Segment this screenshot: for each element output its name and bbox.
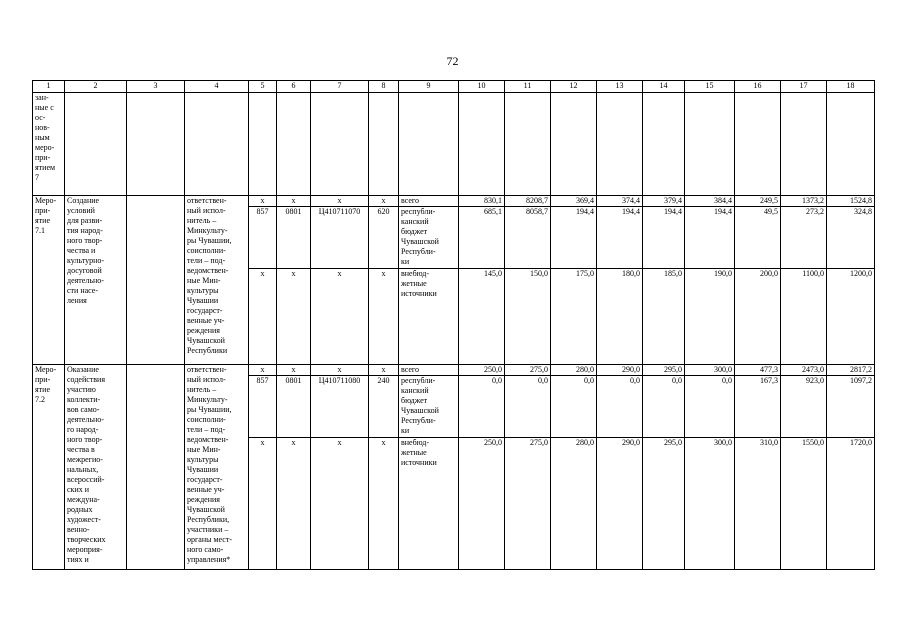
value-13: 0,0 xyxy=(597,376,643,438)
target-article: Ц410711080 xyxy=(311,376,369,438)
measure-title-line: коллекти- xyxy=(67,395,101,404)
measure-title-line: чества в xyxy=(67,445,95,454)
responsible-executor-line: Минкульту- xyxy=(187,395,228,404)
header-cell-9: 9 xyxy=(399,81,459,93)
funding-source-line: Республи- xyxy=(401,247,436,256)
expense-type: 620 xyxy=(369,207,399,269)
funding-source xyxy=(399,269,459,365)
header-cell-1: 1 xyxy=(33,81,65,93)
responsible-executor-line: ведомствен- xyxy=(187,435,229,444)
value-18: 324,8 xyxy=(827,207,875,269)
value-17: 1550,0 xyxy=(781,438,827,570)
target-article: x xyxy=(311,438,369,570)
value-12: 0,0 xyxy=(551,376,597,438)
funding-source-line: внебюд- xyxy=(401,438,429,447)
empty-cell xyxy=(685,93,735,196)
funding-source-line: внебюд- xyxy=(401,269,429,278)
page-number: 72 xyxy=(446,54,459,68)
value-12: 175,0 xyxy=(551,269,597,365)
empty-cell xyxy=(643,93,685,196)
empty-cell xyxy=(735,93,781,196)
responsible-executor-line: участники – xyxy=(187,525,229,534)
measure-title xyxy=(65,196,127,365)
value-15: 190,0 xyxy=(685,269,735,365)
responsible-executor-line: тели – под- xyxy=(187,256,226,265)
funding-source-line: всего xyxy=(401,196,420,205)
responsible-executor-line: ры Чувашии, xyxy=(187,405,232,414)
funding-source xyxy=(399,365,459,376)
value-11: 275,0 xyxy=(505,438,551,570)
target-article: x xyxy=(311,365,369,376)
section-code: x xyxy=(277,196,311,207)
value-16: 167,3 xyxy=(735,376,781,438)
funding-source-line: источники xyxy=(401,458,437,467)
responsible-executor-line: ответствен- xyxy=(187,365,227,374)
expense-type: x xyxy=(369,196,399,207)
measure-title-line: тиях и xyxy=(67,555,89,564)
header-cell-12: 12 xyxy=(551,81,597,93)
measure-title-line: деятельно- xyxy=(67,276,104,285)
measure-number-line: Меро- xyxy=(35,365,57,374)
value-17: 1373,2 xyxy=(781,196,827,207)
value-13: 180,0 xyxy=(597,269,643,365)
value-14: 295,0 xyxy=(643,438,685,570)
carry-text-line: ятием xyxy=(35,163,56,172)
continued-row xyxy=(33,93,875,196)
measure-number-line: 7.1 xyxy=(35,226,45,235)
empty-cell xyxy=(249,93,277,196)
header-cell-14: 14 xyxy=(643,81,685,93)
header-cell-3: 3 xyxy=(127,81,185,93)
measure-title-line: ного твор- xyxy=(67,236,103,245)
responsible-executor-line: венные уч- xyxy=(187,316,225,325)
header-cell-2: 2 xyxy=(65,81,127,93)
value-16: 310,0 xyxy=(735,438,781,570)
expense-type: x xyxy=(369,365,399,376)
table-row xyxy=(33,365,875,376)
measure-number xyxy=(33,196,65,365)
responsible-executor-line: Минкульту- xyxy=(187,226,228,235)
value-10: 830,1 xyxy=(459,196,505,207)
value-18: 1720,0 xyxy=(827,438,875,570)
empty-cell xyxy=(369,93,399,196)
carry-text xyxy=(33,93,65,196)
responsible-executor-line: тели – под- xyxy=(187,425,226,434)
section-code: x xyxy=(277,365,311,376)
header-cell-5: 5 xyxy=(249,81,277,93)
header-cell-4: 4 xyxy=(185,81,249,93)
measure-title-line: мероприя- xyxy=(67,545,103,554)
empty-cell xyxy=(127,93,185,196)
measure-title-line: ских и xyxy=(67,485,89,494)
responsible-executor-line: Республики, xyxy=(187,515,230,524)
measure-title-line: содействия xyxy=(67,375,106,384)
value-17: 2473,0 xyxy=(781,365,827,376)
responsible-executor-line: венные уч- xyxy=(187,485,225,494)
value-13: 374,4 xyxy=(597,196,643,207)
responsible-executor-line: Республики xyxy=(187,346,228,355)
section-code: 0801 xyxy=(277,376,311,438)
funding-source-line: бюджет xyxy=(401,396,428,405)
responsible-executor-line: соисполни- xyxy=(187,415,226,424)
responsible-executor-line: ответствен- xyxy=(187,196,227,205)
empty-cell xyxy=(399,93,459,196)
responsible-executor-line: Чувашской xyxy=(187,505,225,514)
value-15: 194,4 xyxy=(685,207,735,269)
funding-source-line: ки xyxy=(401,426,410,435)
funding-source-line: канский xyxy=(401,386,429,395)
funding-source-line: республи- xyxy=(401,207,436,216)
value-17: 273,2 xyxy=(781,207,827,269)
measure-title-line: культурно- xyxy=(67,256,105,265)
responsible-executor-line: ведомствен- xyxy=(187,266,229,275)
header-cell-10: 10 xyxy=(459,81,505,93)
measure-title-line: венно- xyxy=(67,525,90,534)
header-cell-7: 7 xyxy=(311,81,369,93)
header-row xyxy=(33,81,875,93)
header-cell-18: 18 xyxy=(827,81,875,93)
responsible-executor xyxy=(185,365,249,570)
value-17: 1100,0 xyxy=(781,269,827,365)
measure-title-line: творческих xyxy=(67,535,106,544)
measure-number-line: при- xyxy=(35,375,51,384)
responsible-executor-line: нитель – xyxy=(187,216,217,225)
measure-number xyxy=(33,365,65,570)
col3-empty xyxy=(127,365,185,570)
measure-title-line: ления xyxy=(67,296,87,305)
grbs-code: 857 xyxy=(249,207,277,269)
responsible-executor-line: ного само- xyxy=(187,545,224,554)
section-code: x xyxy=(277,438,311,570)
measure-number-line: Меро- xyxy=(35,196,57,205)
value-15: 300,0 xyxy=(685,365,735,376)
measure-title-line: родных xyxy=(67,505,93,514)
value-16: 477,3 xyxy=(735,365,781,376)
value-11: 8208,7 xyxy=(505,196,551,207)
value-14: 0,0 xyxy=(643,376,685,438)
responsible-executor-line: ный испол- xyxy=(187,206,226,215)
measure-title-line: досуговой xyxy=(67,266,102,275)
empty-cell xyxy=(311,93,369,196)
responsible-executor-line: ные Мин- xyxy=(187,445,221,454)
empty-cell xyxy=(827,93,875,196)
responsible-executor-line: ный испол- xyxy=(187,375,226,384)
value-15: 384,4 xyxy=(685,196,735,207)
empty-cell xyxy=(65,93,127,196)
header-cell-13: 13 xyxy=(597,81,643,93)
header-cell-8: 8 xyxy=(369,81,399,93)
funding-source-line: Чувашской xyxy=(401,406,439,415)
measure-title-line: ного твор- xyxy=(67,435,103,444)
header-cell-16: 16 xyxy=(735,81,781,93)
value-11: 0,0 xyxy=(505,376,551,438)
header-cell-17: 17 xyxy=(781,81,827,93)
value-16: 249,5 xyxy=(735,196,781,207)
value-12: 194,4 xyxy=(551,207,597,269)
measure-title-line: деятельно- xyxy=(67,415,104,424)
value-13: 290,0 xyxy=(597,438,643,570)
funding-source-line: республи- xyxy=(401,376,436,385)
measure-title-line: Создание xyxy=(67,196,100,205)
section-code: x xyxy=(277,269,311,365)
measure-title-line: условий xyxy=(67,206,95,215)
budget-table xyxy=(32,80,875,570)
expense-type: x xyxy=(369,269,399,365)
value-18: 2817,2 xyxy=(827,365,875,376)
responsible-executor-line: государст- xyxy=(187,475,223,484)
measure-title-line: междуна- xyxy=(67,495,100,504)
measure-title-line: межрегио- xyxy=(67,455,103,464)
measure-title-line: художест- xyxy=(67,515,101,524)
carry-text-line: нов- xyxy=(35,123,50,132)
measure-title xyxy=(65,365,127,570)
funding-source xyxy=(399,207,459,269)
measure-title-line: Оказание xyxy=(67,365,99,374)
responsible-executor-line: органы мест- xyxy=(187,535,233,544)
value-15: 0,0 xyxy=(685,376,735,438)
empty-cell xyxy=(597,93,643,196)
value-18: 1097,2 xyxy=(827,376,875,438)
empty-cell xyxy=(781,93,827,196)
grbs-code: 857 xyxy=(249,376,277,438)
empty-cell xyxy=(505,93,551,196)
value-12: 280,0 xyxy=(551,365,597,376)
carry-text-line: при- xyxy=(35,153,51,162)
measure-title-line: участию xyxy=(67,385,96,394)
funding-source-line: ки xyxy=(401,257,410,266)
value-18: 1200,0 xyxy=(827,269,875,365)
value-14: 194,4 xyxy=(643,207,685,269)
value-10: 250,0 xyxy=(459,365,505,376)
measure-title-line: го народ- xyxy=(67,425,99,434)
funding-source-line: Республи- xyxy=(401,416,436,425)
measure-number-line: ятие xyxy=(35,216,51,225)
carry-text-line: ос- xyxy=(35,113,46,122)
measure-number-line: ятие xyxy=(35,385,51,394)
responsible-executor-line: государст- xyxy=(187,306,223,315)
responsible-executor-line: ные Мин- xyxy=(187,276,221,285)
value-16: 200,0 xyxy=(735,269,781,365)
measure-title-line: чества и xyxy=(67,246,96,255)
value-15: 300,0 xyxy=(685,438,735,570)
empty-cell xyxy=(185,93,249,196)
col3-empty xyxy=(127,196,185,365)
value-18: 1524,8 xyxy=(827,196,875,207)
value-12: 280,0 xyxy=(551,438,597,570)
measure-title-line: сти насе- xyxy=(67,286,99,295)
funding-source-line: источники xyxy=(401,289,437,298)
value-10: 250,0 xyxy=(459,438,505,570)
carry-text-line: зан- xyxy=(35,93,49,102)
measure-title-line: тия народ- xyxy=(67,226,103,235)
funding-source-line: Чувашской xyxy=(401,237,439,246)
value-13: 194,4 xyxy=(597,207,643,269)
value-17: 923,0 xyxy=(781,376,827,438)
value-11: 275,0 xyxy=(505,365,551,376)
carry-text-line: ные с xyxy=(35,103,54,112)
carry-text-line: 7 xyxy=(35,173,39,182)
responsible-executor-line: Чувашской xyxy=(187,336,225,345)
value-11: 150,0 xyxy=(505,269,551,365)
measure-title-line: для разви- xyxy=(67,216,103,225)
funding-source-line: всего xyxy=(401,365,420,374)
responsible-executor-line: реждения xyxy=(187,495,220,504)
value-13: 290,0 xyxy=(597,365,643,376)
measure-title-line: нальных, xyxy=(67,465,99,474)
grbs-code: x xyxy=(249,438,277,570)
measure-title-line: всероссий- xyxy=(67,475,105,484)
grbs-code: x xyxy=(249,365,277,376)
responsible-executor-line: Чувашии xyxy=(187,296,219,305)
carry-text-line: ным xyxy=(35,133,50,142)
responsible-executor-line: Чувашии xyxy=(187,465,219,474)
responsible-executor-line: соисполни- xyxy=(187,246,226,255)
target-article: x xyxy=(311,269,369,365)
value-10: 0,0 xyxy=(459,376,505,438)
empty-cell xyxy=(277,93,311,196)
target-article: Ц410711070 xyxy=(311,207,369,269)
funding-source xyxy=(399,438,459,570)
value-11: 8058,7 xyxy=(505,207,551,269)
measure-number-line: 7.2 xyxy=(35,395,45,404)
header-cell-15: 15 xyxy=(685,81,735,93)
responsible-executor-line: культуры xyxy=(187,286,219,295)
measure-number-line: при- xyxy=(35,206,51,215)
responsible-executor-line: реждения xyxy=(187,326,220,335)
table-row xyxy=(33,196,875,207)
funding-source-line: бюджет xyxy=(401,227,428,236)
value-14: 185,0 xyxy=(643,269,685,365)
section-code: 0801 xyxy=(277,207,311,269)
responsible-executor-line: управления* xyxy=(187,555,231,564)
funding-source-line: канский xyxy=(401,217,429,226)
responsible-executor-line: ры Чувашии, xyxy=(187,236,232,245)
funding-source-line: жетные xyxy=(401,279,427,288)
expense-type: x xyxy=(369,438,399,570)
empty-cell xyxy=(459,93,505,196)
funding-source xyxy=(399,376,459,438)
responsible-executor xyxy=(185,196,249,365)
carry-text-line: меро- xyxy=(35,143,55,152)
value-16: 49,5 xyxy=(735,207,781,269)
header-cell-11: 11 xyxy=(505,81,551,93)
value-14: 295,0 xyxy=(643,365,685,376)
header-cell-6: 6 xyxy=(277,81,311,93)
value-10: 145,0 xyxy=(459,269,505,365)
expense-type: 240 xyxy=(369,376,399,438)
target-article: x xyxy=(311,196,369,207)
grbs-code: x xyxy=(249,196,277,207)
funding-source-line: жетные xyxy=(401,448,427,457)
value-12: 369,4 xyxy=(551,196,597,207)
funding-source xyxy=(399,196,459,207)
grbs-code: x xyxy=(249,269,277,365)
empty-cell xyxy=(551,93,597,196)
responsible-executor-line: культуры xyxy=(187,455,219,464)
value-10: 685,1 xyxy=(459,207,505,269)
responsible-executor-line: нитель – xyxy=(187,385,217,394)
value-14: 379,4 xyxy=(643,196,685,207)
measure-title-line: вов само- xyxy=(67,405,100,414)
